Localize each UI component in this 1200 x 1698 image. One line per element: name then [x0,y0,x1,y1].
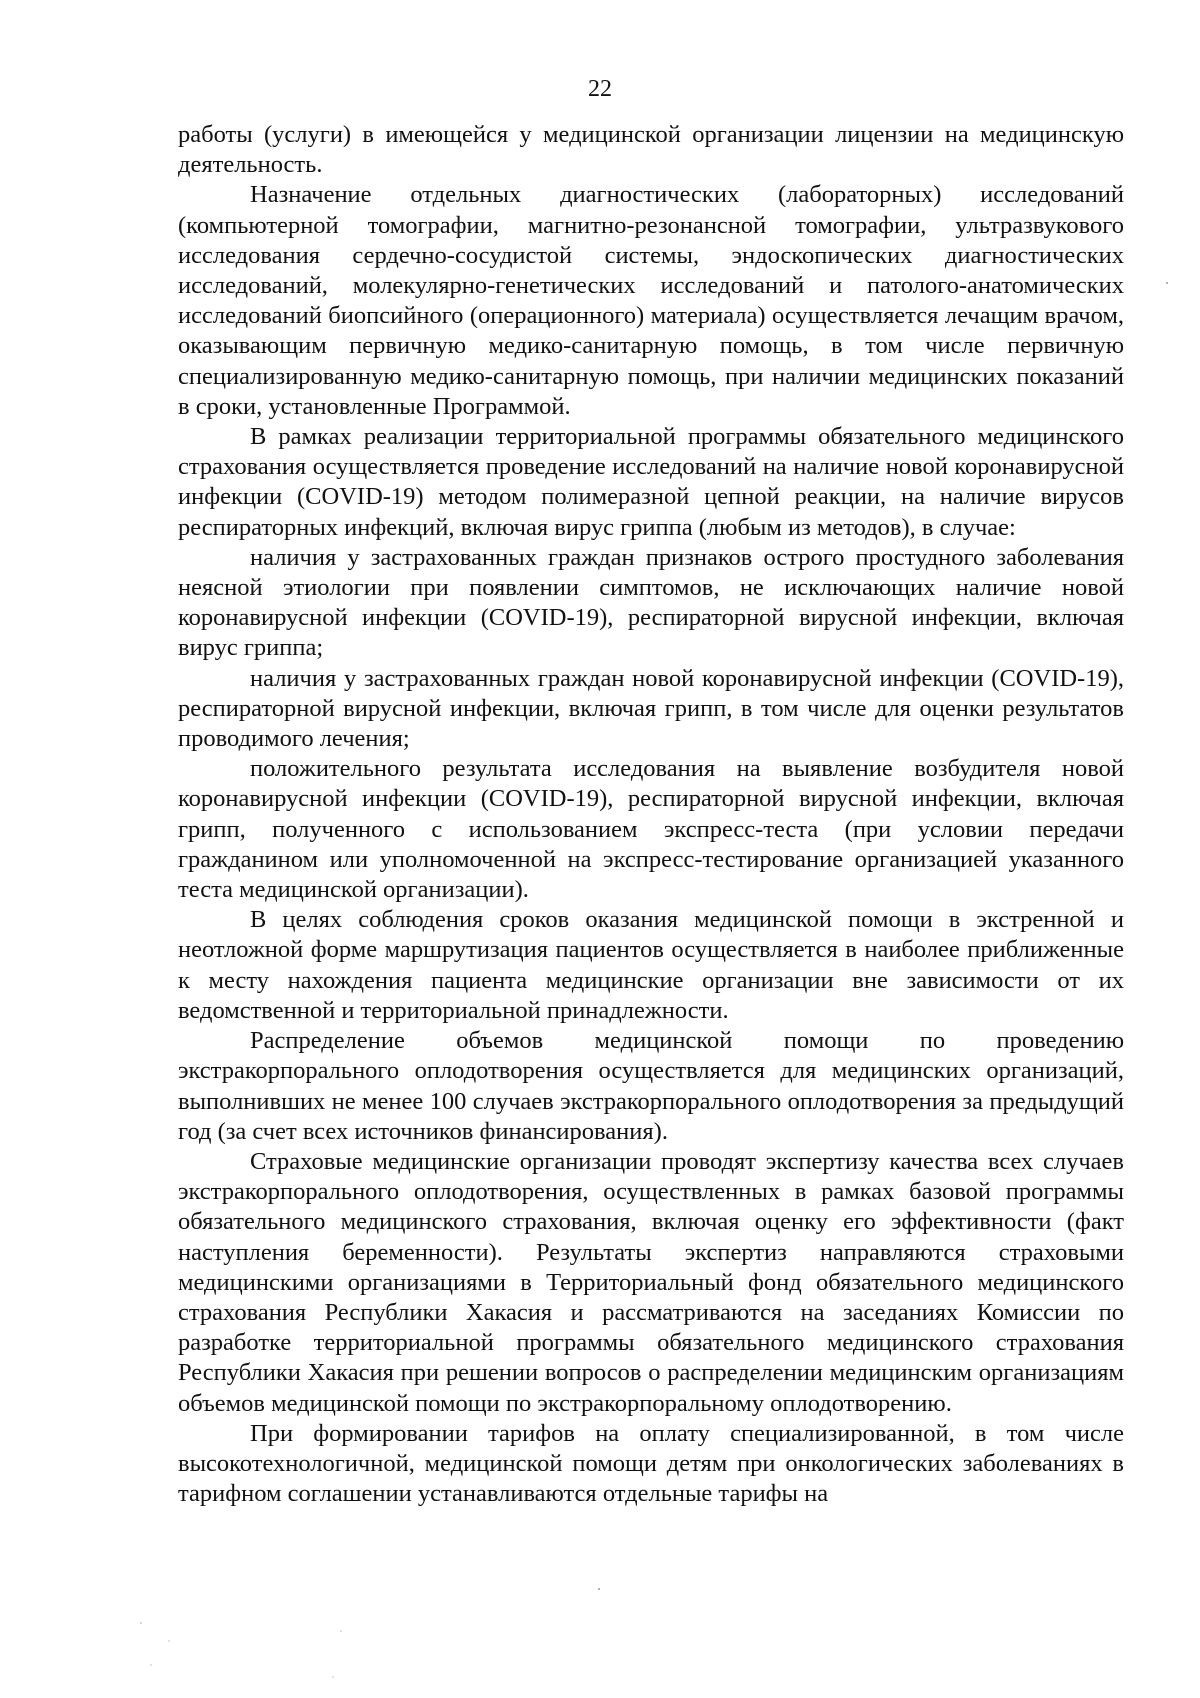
scan-speck [168,1640,170,1642]
paragraph-case-express-test: положительного результата исследования на выявление возбудителя новой коронавирусной инфекции (COVID-19), респираторной вирусной инфекции, включая грипп, полученного с использованием экспресс-теста (при условии передачи гражданином или уполномоченной на экспресс-тестирование организацией указанного теста медицинской организации). [178,755,1124,904]
scan-speck [598,1588,600,1590]
scan-speck [140,1622,142,1624]
paragraph-continuation: работы (услуги) в имеющейся у медицинской организации лицензии на медицинскую деятельность. [178,121,1124,179]
paragraph-covid-testing: В рамках реализации территориальной программы обязательного медицинского страхования осуществляется проведение исследований на наличие новой коронавирусной инфекции (COVID-19) методом полимеразной цепной реакции, на наличие вирусов респираторных инфекций, включая вирус гриппа (любым из методов), в случае: [178,423,1124,541]
scan-speck [332,1676,334,1678]
scan-speck [340,1630,342,1632]
paragraph-tariffs: При формировании тарифов на оплату специализированной, в том числе высокотехнологичной, медицинской помощи детям при онкологических заболеваниях в тарифном соглашении устанавливаются отдельные тарифы на [178,1419,1124,1508]
paragraph-routing: В целях соблюдения сроков оказания медицинской помощи в экстренной и неотложной форме маршрутизация пациентов осуществляется в наиболее приближенные к месту нахождения пациента медицинские организации вне зависимости от их ведомственной и территориальной принадлежности. [178,906,1124,1024]
paragraph-case-infection: наличия у застрахованных граждан новой коронавирусной инфекции (COVID-19), респираторной вирусной инфекции, включая грипп, в том числе для оценки результатов проводимого лечения; [178,664,1124,753]
scan-speck [150,1664,152,1666]
paragraph-case-symptoms: наличия у застрахованных граждан признаков острого простудного заболевания неясной этиологии при появлении симптомов, не исключающих наличие новой коронавирусной инфекции (COVID-19), респираторной вирусной инфекции, включая вирус гриппа; [178,543,1124,662]
paragraph-ivf-expertise: Страховые медицинские организации проводят экспертизу качества всех случаев экстракорпорального оплодотворения, осуществленных в рамках базовой программы обязательного медицинского страхования, включая оценку его эффективности (факт наступления беременности). Результаты экспертиз направляются страховыми медицинскими организациями в Территориальный фонд обязательного медицинского страхования Республики Хакасия и рассматриваются на заседаниях Комиссии по разработке территориальной программы обязательного медицинского страхования Республики Хакасия при решении вопросов о распределении медицинским организациям объемов медицинской помощи по экстракорпоральному оплодотворению. [178,1147,1124,1417]
paragraph-ivf-distribution: Распределение объемов медицинской помощи по проведению экстракорпорального оплодотворения осуществляется для медицинских организаций, выполнивших не менее 100 случаев экстракорпорального оплодотворения за предыдущий год (за счет всех источников финансирования). [178,1027,1124,1145]
scan-speck [1166,282,1168,284]
document-body [178,120,1124,1509]
page-number: 22 [588,76,612,102]
paragraph-diagnostic-studies: Назначение отдельных диагностических (лабораторных) исследований (компьютерной томографии, магнитно-резонансной томографии, ультразвукового исследования сердечно-сосудистой системы, эндоскопических диагностических исследований, молекулярно-генетических исследований и патолого-анатомических исследований биопсийного (операционного) материала) осуществляется лечащим врачом, оказывающим первичную медико-санитарную помощь, в том числе первичную специализированную медико-санитарную помощь, при наличии медицинских показаний в сроки, установленные Программой. [178,181,1124,420]
